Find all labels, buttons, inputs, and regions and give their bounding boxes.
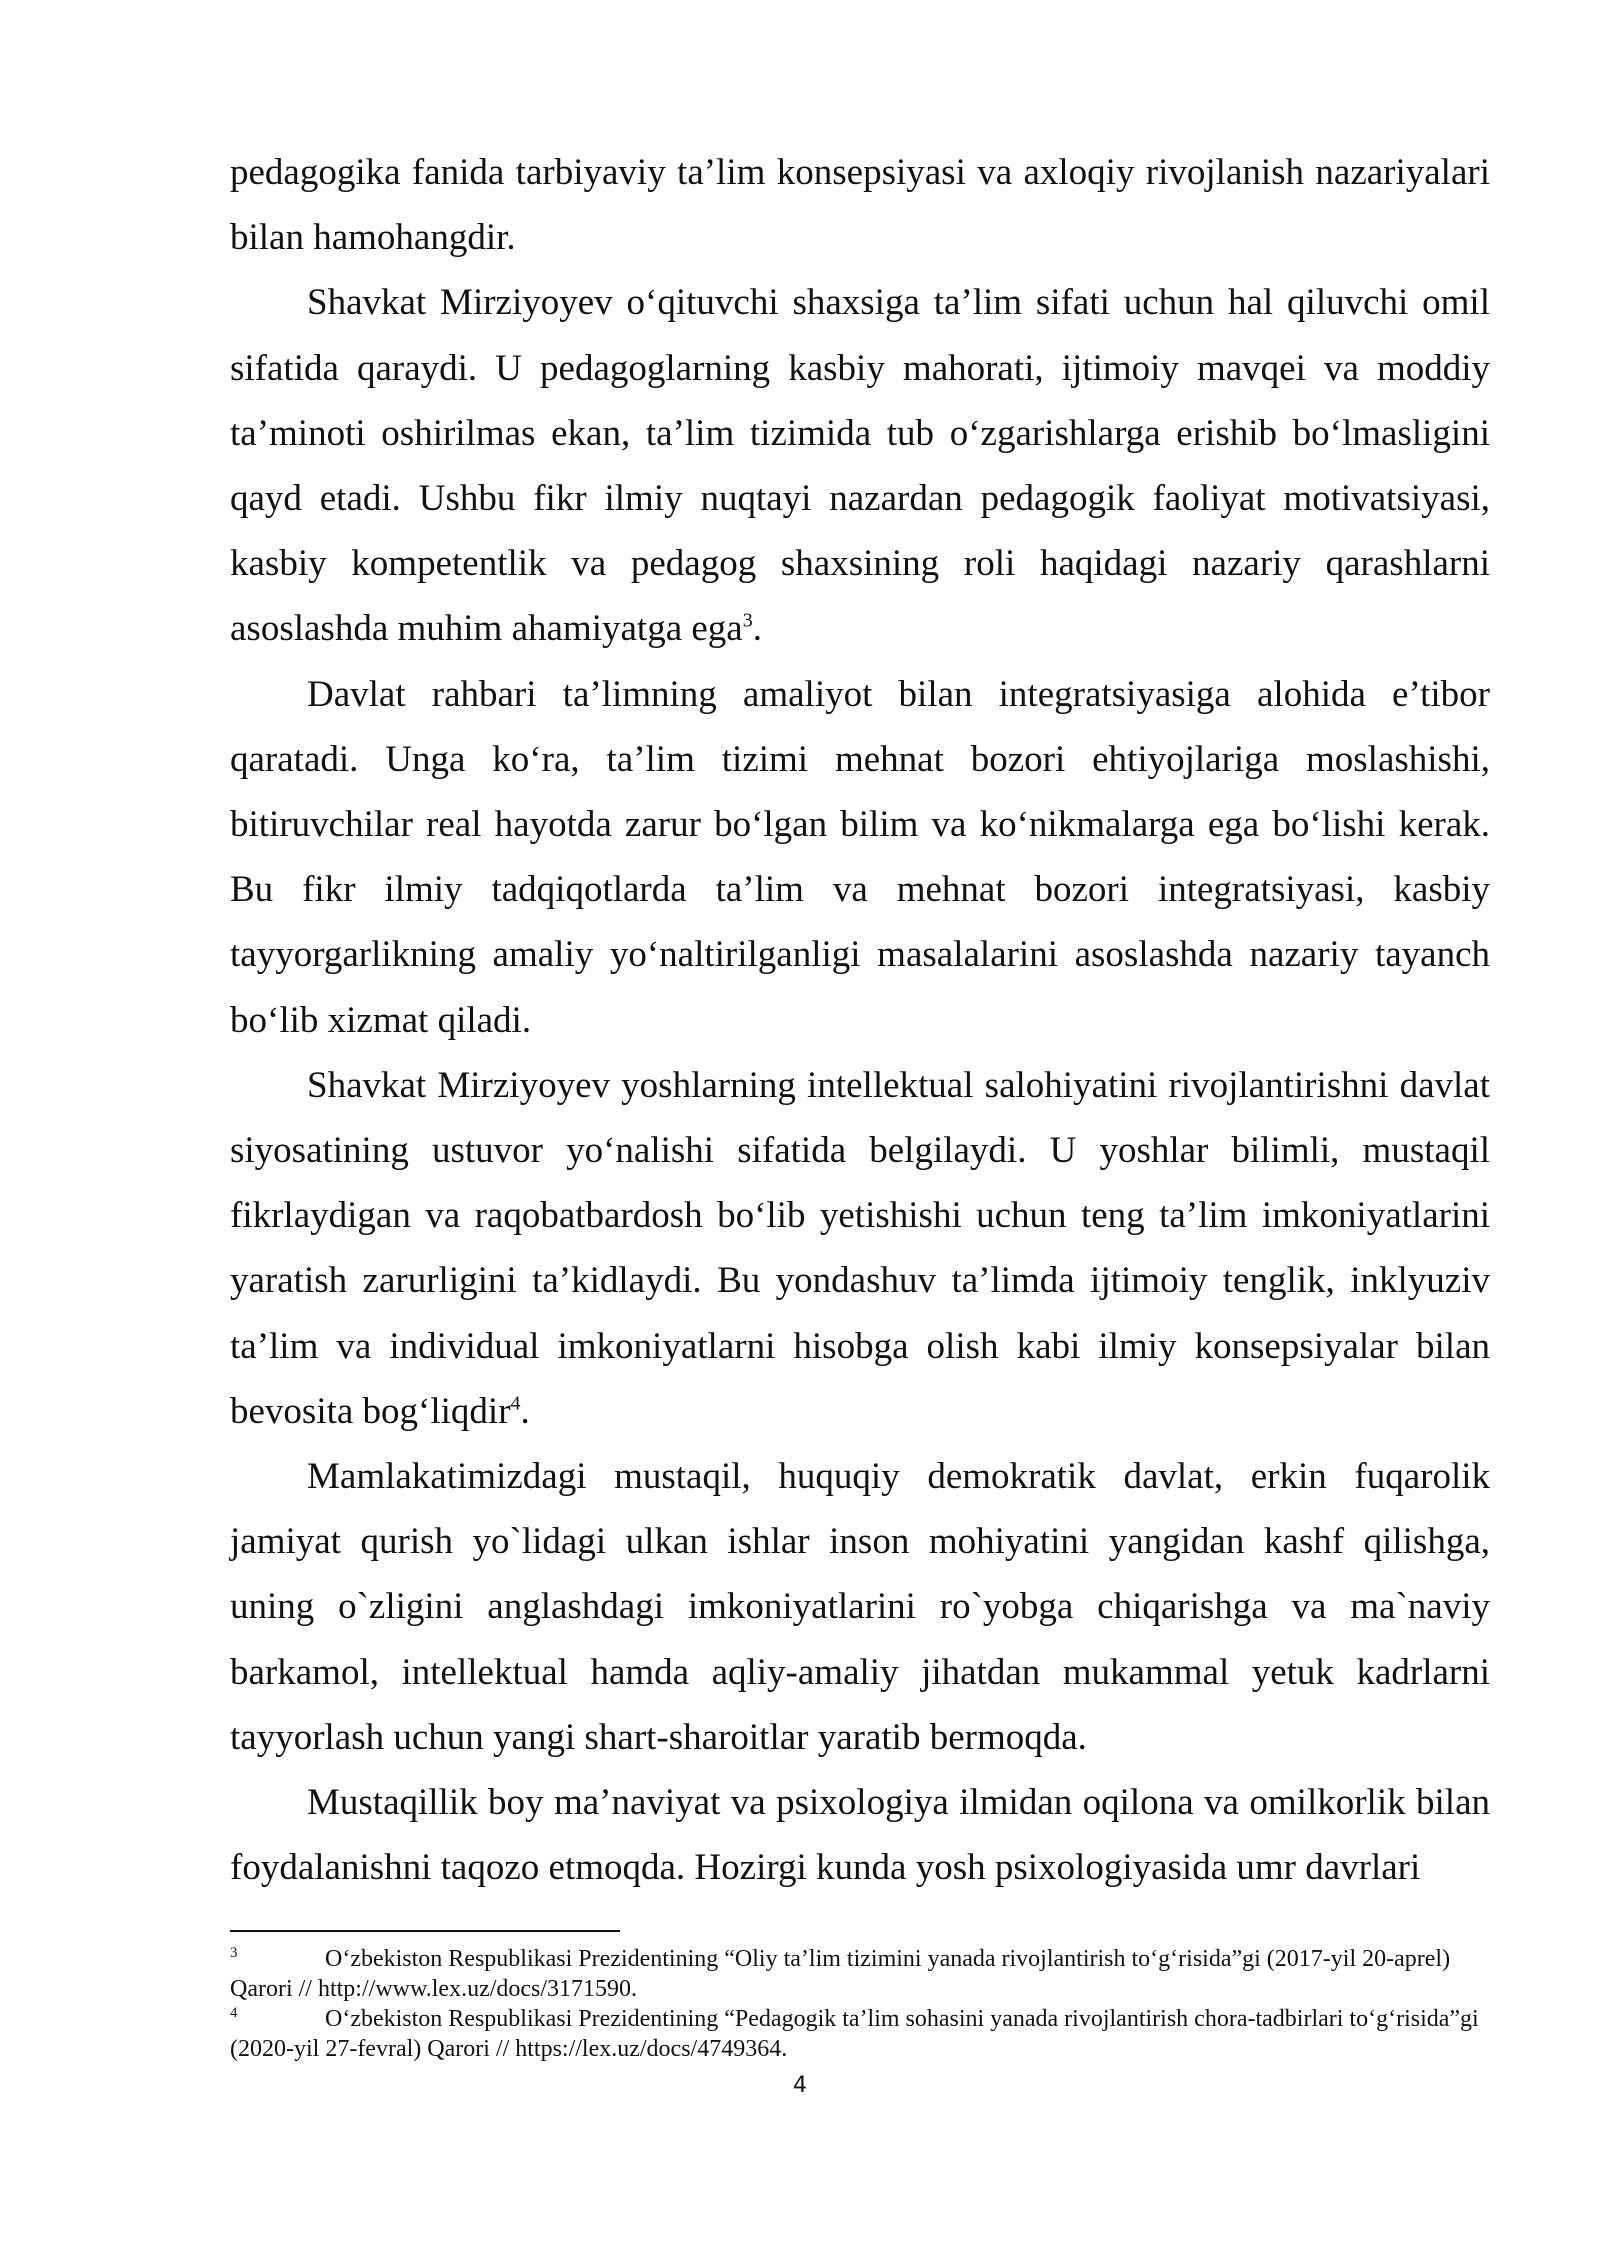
body-text: [230, 140, 1490, 1900]
footnotes: [230, 1944, 1490, 2064]
paragraph-1: pedagogika fanida tarbiyaviy ta’lim konsepsiyasi va axloqiy rivojlanish nazariyalari bilan hamohangdir.: [230, 152, 1490, 259]
footnote-mark: 3: [230, 1945, 238, 1961]
footnote-text: O‘zbekiston Respublikasi Prezidentining “Oliy ta’lim tizimini yanada rivojlantirish to‘g‘risida”gi (2017-yil 20-aprel) Qarori // http://www.lex.uz/docs/3171590.: [230, 1946, 1451, 2002]
page-number: 4: [793, 2073, 807, 2098]
footnote-ref-4[interactable]: 4: [510, 1392, 521, 1415]
footnote-separator: [230, 1930, 620, 1932]
paragraph-6: Mustaqillik boy ma’naviyat va psixologiya ilmidan oqilona va omilkorlik bilan foydalanishni taqozo etmoqda. Hozirgi kunda yosh psixologiyasida umr davrlari: [230, 1782, 1490, 1889]
paragraph-3: Davlat rahbari ta’limning amaliyot bilan integratsiyasiga alohida e’tibor qaratadi. Unga ko‘ra, ta’lim tizimi mehnat bozori ehtiyojlariga moslashishi, bitiruvchilar real hayotda zarur bo‘lgan bilim va ko‘nikmalarga ega bo‘lishi kerak. Bu fikr ilmiy tadqiqotlarda ta’lim va mehnat bozori integratsiyasi, kasbiy tayyorgarlikning amaliy yo‘naltirilganligi masalalarini asoslashda nazariy tayanch bo‘lib xizmat qiladi.: [230, 673, 1490, 1041]
paragraph-2: Shavkat Mirziyoyev o‘qituvchi shaxsiga ta’lim sifati uchun hal qiluvchi omil sifatida qaraydi. U pedagoglarning kasbiy mahorati, ijtimoiy mavqei va moddiy ta’minoti oshirilmas ekan, ta’lim tizimida tub o‘zgarishlarga erishib bo‘lmasligini qayd etadi. Ushbu fikr ilmiy nuqtayi nazardan pedagogik faoliyat motivatsiyasi, kasbiy kompetentlik va pedagog shaxsining roli haqidagi nazariy qarashlarni asoslashda muhim ahamiyatga ega$^3$.: [230, 282, 1490, 650]
footnote-text: O‘zbekiston Respublikasi Prezidentining “Pedagogik ta’lim sohasini yanada rivojlantirish chora-tadbirlari to‘g‘risida”gi (2020-yil 27-fevral) Qarori // https://lex.uz/docs/4749364.: [230, 2006, 1479, 2062]
footnote-ref-3[interactable]: 3: [742, 610, 753, 633]
paragraph-4: Shavkat Mirziyoyev yoshlarning intellektual salohiyatini rivojlantirishni davlat siyosatining ustuvor yo‘nalishi sifatida belgilaydi. U yoshlar bilimli, mustaqil fikrlaydigan va raqobatbardosh bo‘lib yetishishi uchun teng ta’lim imkoniyatlarini yaratish zarurligini ta’kidlaydi. Bu yondashuv ta’limda ijtimoiy tenglik, inklyuziv ta’lim va individual imkoniyatlarni hisobga olish kabi ilmiy konsepsiyalar bilan bevosita bog‘liqdir$^4$.: [230, 1064, 1490, 1432]
footnote-4: [230, 2004, 1490, 2064]
paragraph-5: Mamlakatimizdagi mustaqil, huquqiy demokratik davlat, erkin fuqarolik jamiyat qurish yo`lidagi ulkan ishlar inson mohiyatini yangidan kashf qilishga, uning o`zligini anglashdagi imkoniyatlarini ro`yobga chiqarishga va ma`naviy barkamol, intellektual hamda aqliy-amaliy jihatdan mukammal yetuk kadrlarni tayyorlash uchun yangi shart-sharoitlar yaratib bermoqda.: [230, 1456, 1490, 1758]
footnote-3: [230, 1944, 1490, 2004]
footnote-mark: 4: [230, 2005, 238, 2021]
